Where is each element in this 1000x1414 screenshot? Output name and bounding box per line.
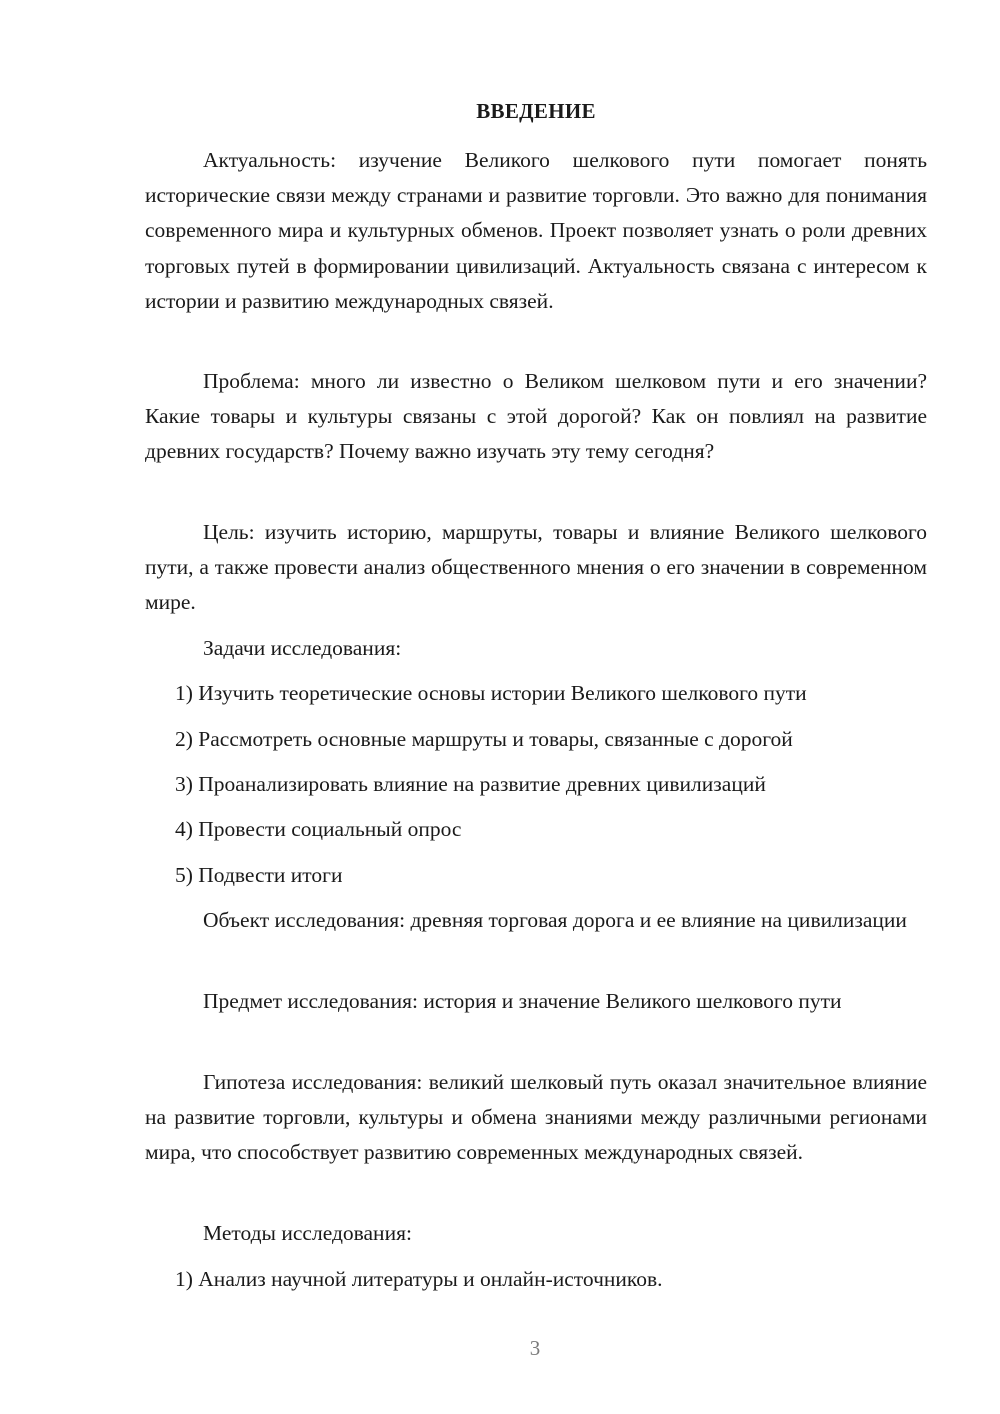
object-paragraph: Объект исследования: древняя торговая дорога и ее влияние на цивилизации — [203, 908, 907, 932]
hypothesis-paragraph: Гипотеза исследования: великий шелковый путь оказал значительное влияние на развитие торговли, культуры и обмена знаниями между различными регионами мира, что способствует развитию современных международных связей. — [145, 1070, 927, 1165]
goal-paragraph: Цель: изучить историю, маршруты, товары и влияние Великого шелкового пути, а также провести анализ общественного мнения о его значении в современном мире. — [145, 520, 927, 615]
section-heading: ВВЕДЕНИЕ — [476, 99, 596, 123]
task-item-2: 2) Рассмотреть основные маршруты и товары, связанные с дорогой — [175, 727, 793, 751]
task-item-4: 4) Провести социальный опрос — [175, 817, 462, 841]
task-item-3: 3) Проанализировать влияние на развитие древних цивилизаций — [175, 772, 766, 796]
task-item-1: 1) Изучить теоретические основы истории Великого шелкового пути — [175, 681, 807, 705]
relevance-paragraph: Актуальность: изучение Великого шелкового пути помогает понять исторические связи между странами и развитие торговли. Это важно для понимания современного мира и культурных обменов. Проект позволяет узнать о роли древних торговых путей в формировании цивилизаций. Актуальность связана с интересом к истории и развитию международных связей. — [145, 148, 927, 313]
method-item-1: 1) Анализ научной литературы и онлайн-источников. — [175, 1267, 663, 1291]
page-number: 3 — [529, 1336, 541, 1360]
problem-paragraph: Проблема: много ли известно о Великом шелковом пути и его значении? Какие товары и культуры связаны с этой дорогой? Как он повлиял на развитие древних государств? Почему важно изучать эту тему сегодня? — [145, 369, 927, 464]
tasks-label: Задачи исследования: — [203, 636, 402, 660]
subject-paragraph: Предмет исследования: история и значение Великого шелкового пути — [203, 989, 842, 1013]
task-item-5: 5) Подвести итоги — [175, 863, 343, 887]
methods-label: Методы исследования: — [203, 1221, 412, 1245]
